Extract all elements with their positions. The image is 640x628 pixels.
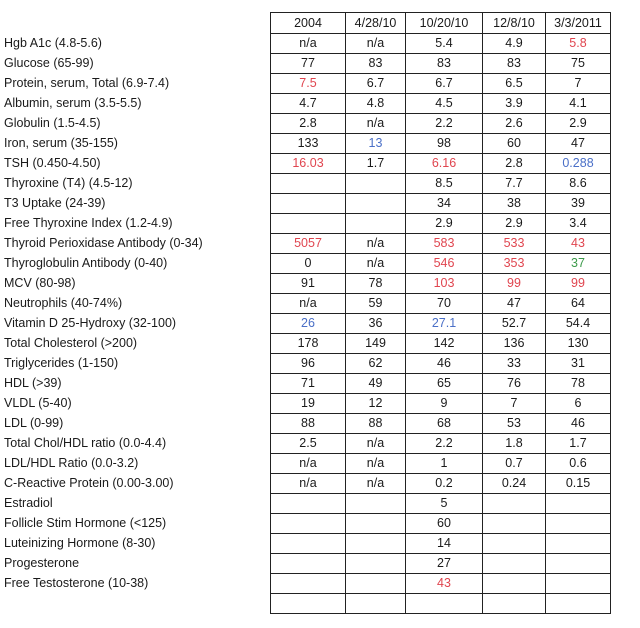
result-cell: 0.24 [483, 474, 546, 494]
result-cell: 5 [406, 494, 483, 514]
table-row [271, 74, 611, 94]
result-cell: 36 [346, 314, 406, 334]
result-cell [271, 554, 346, 574]
test-label: Estradiol [4, 496, 53, 510]
table-row [271, 414, 611, 434]
test-label: LDL/HDL Ratio (0.0-3.2) [4, 456, 139, 470]
test-label: Triglycerides (1-150) [4, 356, 119, 370]
date-header: 2004 [271, 13, 346, 34]
result-cell: 2.2 [406, 114, 483, 134]
result-cell: 0.7 [483, 454, 546, 474]
result-cell: 103 [406, 274, 483, 294]
result-cell: 546 [406, 254, 483, 274]
result-cell: 583 [406, 234, 483, 254]
test-label: HDL (>39) [4, 376, 62, 390]
lab-results-table [270, 12, 611, 614]
result-cell [346, 534, 406, 554]
result-cell: 5.8 [546, 34, 611, 54]
table-row [271, 134, 611, 154]
table-row [271, 434, 611, 454]
result-cell [346, 194, 406, 214]
result-cell: n/a [346, 254, 406, 274]
result-cell [483, 534, 546, 554]
result-cell: 76 [483, 374, 546, 394]
result-cell: 2.9 [406, 214, 483, 234]
result-cell [546, 594, 611, 614]
result-cell: 52.7 [483, 314, 546, 334]
result-cell: 60 [483, 134, 546, 154]
result-cell: 3.4 [546, 214, 611, 234]
result-cell: 70 [406, 294, 483, 314]
result-cell [483, 514, 546, 534]
date-header: 10/20/10 [406, 13, 483, 34]
result-cell: 98 [406, 134, 483, 154]
test-label: C-Reactive Protein (0.00-3.00) [4, 476, 174, 490]
result-cell: 62 [346, 354, 406, 374]
test-label: Progesterone [4, 556, 80, 570]
test-label: VLDL (5-40) [4, 396, 72, 410]
result-cell: 46 [406, 354, 483, 374]
result-cell: 0.6 [546, 454, 611, 474]
result-cell: 5057 [271, 234, 346, 254]
result-cell: n/a [271, 294, 346, 314]
result-cell [271, 514, 346, 534]
result-cell: 96 [271, 354, 346, 374]
result-cell: 6 [546, 394, 611, 414]
result-cell: 2.5 [271, 434, 346, 454]
result-cell: 19 [271, 394, 346, 414]
result-cell: 7.7 [483, 174, 546, 194]
test-label: Glucose (65-99) [4, 56, 94, 70]
result-cell [271, 494, 346, 514]
result-cell: n/a [346, 454, 406, 474]
table-row [271, 94, 611, 114]
result-cell: 83 [346, 54, 406, 74]
result-cell: 1.8 [483, 434, 546, 454]
result-cell: 54.4 [546, 314, 611, 334]
result-cell [346, 574, 406, 594]
result-cell: 14 [406, 534, 483, 554]
result-cell: 31 [546, 354, 611, 374]
result-cell: n/a [346, 234, 406, 254]
result-cell: 12 [346, 394, 406, 414]
test-label: Protein, serum, Total (6.9-7.4) [4, 76, 170, 90]
result-cell [406, 594, 483, 614]
result-cell: 9 [406, 394, 483, 414]
result-cell: 33 [483, 354, 546, 374]
result-cell [546, 554, 611, 574]
result-cell: 68 [406, 414, 483, 434]
result-cell [546, 574, 611, 594]
result-cell [483, 494, 546, 514]
result-cell: 83 [483, 54, 546, 74]
test-label: Follicle Stim Hormone (<125) [4, 516, 167, 530]
result-cell [346, 214, 406, 234]
result-cell: 533 [483, 234, 546, 254]
result-cell: n/a [271, 34, 346, 54]
result-cell [271, 194, 346, 214]
test-label: MCV (80-98) [4, 276, 76, 290]
table-row [271, 314, 611, 334]
result-cell: 0.15 [546, 474, 611, 494]
test-label: Thyroid Perioxidase Antibody (0-34) [4, 236, 203, 250]
result-cell: 13 [346, 134, 406, 154]
result-cell: 6.7 [346, 74, 406, 94]
table-row [271, 454, 611, 474]
test-label: Free Testosterone (10-38) [4, 576, 149, 590]
table-row [271, 274, 611, 294]
table-row [271, 554, 611, 574]
test-label: Globulin (1.5-4.5) [4, 116, 101, 130]
result-cell: 46 [546, 414, 611, 434]
table-row [271, 494, 611, 514]
result-cell: 64 [546, 294, 611, 314]
table-row [271, 514, 611, 534]
result-cell: 4.1 [546, 94, 611, 114]
result-cell: 8.5 [406, 174, 483, 194]
result-cell [546, 534, 611, 554]
row-labels [0, 33, 270, 613]
table-row [271, 254, 611, 274]
result-cell: 1.7 [546, 434, 611, 454]
result-cell: n/a [346, 474, 406, 494]
result-cell: 47 [546, 134, 611, 154]
result-cell: 53 [483, 414, 546, 434]
result-cell: 16.03 [271, 154, 346, 174]
test-label [0, 593, 270, 613]
result-cell: 37 [546, 254, 611, 274]
result-cell: 49 [346, 374, 406, 394]
table-row [271, 594, 611, 614]
result-cell: 2.9 [483, 214, 546, 234]
result-cell: 65 [406, 374, 483, 394]
result-cell: 2.9 [546, 114, 611, 134]
result-cell: 88 [346, 414, 406, 434]
test-label: Luteinizing Hormone (8-30) [4, 536, 156, 550]
test-label: Iron, serum (35-155) [4, 136, 118, 150]
table-row [271, 354, 611, 374]
result-cell: 2.6 [483, 114, 546, 134]
result-cell: 2.8 [483, 154, 546, 174]
result-cell: 142 [406, 334, 483, 354]
result-cell: 8.6 [546, 174, 611, 194]
table-row [271, 214, 611, 234]
test-label: T3 Uptake (24-39) [4, 196, 106, 210]
result-cell [546, 514, 611, 534]
result-cell: 91 [271, 274, 346, 294]
result-cell: 1.7 [346, 154, 406, 174]
result-cell: 6.16 [406, 154, 483, 174]
result-cell: 0.2 [406, 474, 483, 494]
table-row [271, 394, 611, 414]
result-cell: 4.5 [406, 94, 483, 114]
result-cell: n/a [346, 434, 406, 454]
result-cell: 43 [546, 234, 611, 254]
result-cell: 99 [546, 274, 611, 294]
result-cell [271, 594, 346, 614]
result-cell [483, 574, 546, 594]
result-cell: 149 [346, 334, 406, 354]
result-cell: 5.4 [406, 34, 483, 54]
test-label: Neutrophils (40-74%) [4, 296, 123, 310]
result-cell: 60 [406, 514, 483, 534]
result-cell: 47 [483, 294, 546, 314]
test-label: TSH (0.450-4.50) [4, 156, 101, 170]
date-header: 4/28/10 [346, 13, 406, 34]
result-cell [271, 574, 346, 594]
table-row [271, 294, 611, 314]
result-cell: 71 [271, 374, 346, 394]
result-cell [483, 554, 546, 574]
result-cell: 0 [271, 254, 346, 274]
result-cell: 77 [271, 54, 346, 74]
test-label: Free Thyroxine Index (1.2-4.9) [4, 216, 173, 230]
result-cell: n/a [271, 454, 346, 474]
result-cell: 133 [271, 134, 346, 154]
result-cell: 0.288 [546, 154, 611, 174]
result-cell [346, 554, 406, 574]
result-cell: 3.9 [483, 94, 546, 114]
result-cell: 130 [546, 334, 611, 354]
result-cell [346, 514, 406, 534]
table-row [271, 114, 611, 134]
result-cell: 4.7 [271, 94, 346, 114]
result-cell: 1 [406, 454, 483, 474]
result-cell: 26 [271, 314, 346, 334]
table-row [271, 234, 611, 254]
result-cell: 6.5 [483, 74, 546, 94]
table-row [271, 374, 611, 394]
header-row [271, 13, 611, 34]
result-cell [271, 214, 346, 234]
table-row [271, 574, 611, 594]
result-cell: 2.8 [271, 114, 346, 134]
result-cell: 2.2 [406, 434, 483, 454]
table-row [271, 334, 611, 354]
table-row [271, 474, 611, 494]
result-cell [271, 174, 346, 194]
result-cell: n/a [346, 114, 406, 134]
result-cell [271, 534, 346, 554]
result-cell: 178 [271, 334, 346, 354]
result-cell: 78 [546, 374, 611, 394]
result-cell: 7 [546, 74, 611, 94]
test-label: Thyroxine (T4) (4.5-12) [4, 176, 133, 190]
result-cell: 353 [483, 254, 546, 274]
test-label: Hgb A1c (4.8-5.6) [4, 36, 102, 50]
result-cell: 39 [546, 194, 611, 214]
result-cell [346, 494, 406, 514]
result-cell: 78 [346, 274, 406, 294]
result-cell: 7.5 [271, 74, 346, 94]
result-cell: 59 [346, 294, 406, 314]
result-cell: 83 [406, 54, 483, 74]
result-cell: 27.1 [406, 314, 483, 334]
result-cell: 38 [483, 194, 546, 214]
result-cell: n/a [346, 34, 406, 54]
test-label: LDL (0-99) [4, 416, 64, 430]
result-cell [546, 494, 611, 514]
result-cell [346, 174, 406, 194]
result-cell: 88 [271, 414, 346, 434]
test-label: Vitamin D 25-Hydroxy (32-100) [4, 316, 177, 330]
table-row [271, 154, 611, 174]
date-header: 3/3/2011 [546, 13, 611, 34]
result-cell [346, 594, 406, 614]
result-cell: 6.7 [406, 74, 483, 94]
result-cell: 27 [406, 554, 483, 574]
test-label: Total Cholesterol (>200) [4, 336, 138, 350]
test-label: Albumin, serum (3.5-5.5) [4, 96, 142, 110]
table-row [271, 174, 611, 194]
table-row [271, 34, 611, 54]
result-cell: 34 [406, 194, 483, 214]
date-header: 12/8/10 [483, 13, 546, 34]
result-cell: 136 [483, 334, 546, 354]
test-label: Total Chol/HDL ratio (0.0-4.4) [4, 436, 167, 450]
result-cell: 4.8 [346, 94, 406, 114]
result-cell [483, 594, 546, 614]
test-label: Thyroglobulin Antibody (0-40) [4, 256, 168, 270]
result-cell: n/a [271, 474, 346, 494]
result-cell: 43 [406, 574, 483, 594]
result-cell: 7 [483, 394, 546, 414]
table-row [271, 194, 611, 214]
result-cell: 75 [546, 54, 611, 74]
result-cell: 4.9 [483, 34, 546, 54]
table-row [271, 54, 611, 74]
result-cell: 99 [483, 274, 546, 294]
table-row [271, 534, 611, 554]
